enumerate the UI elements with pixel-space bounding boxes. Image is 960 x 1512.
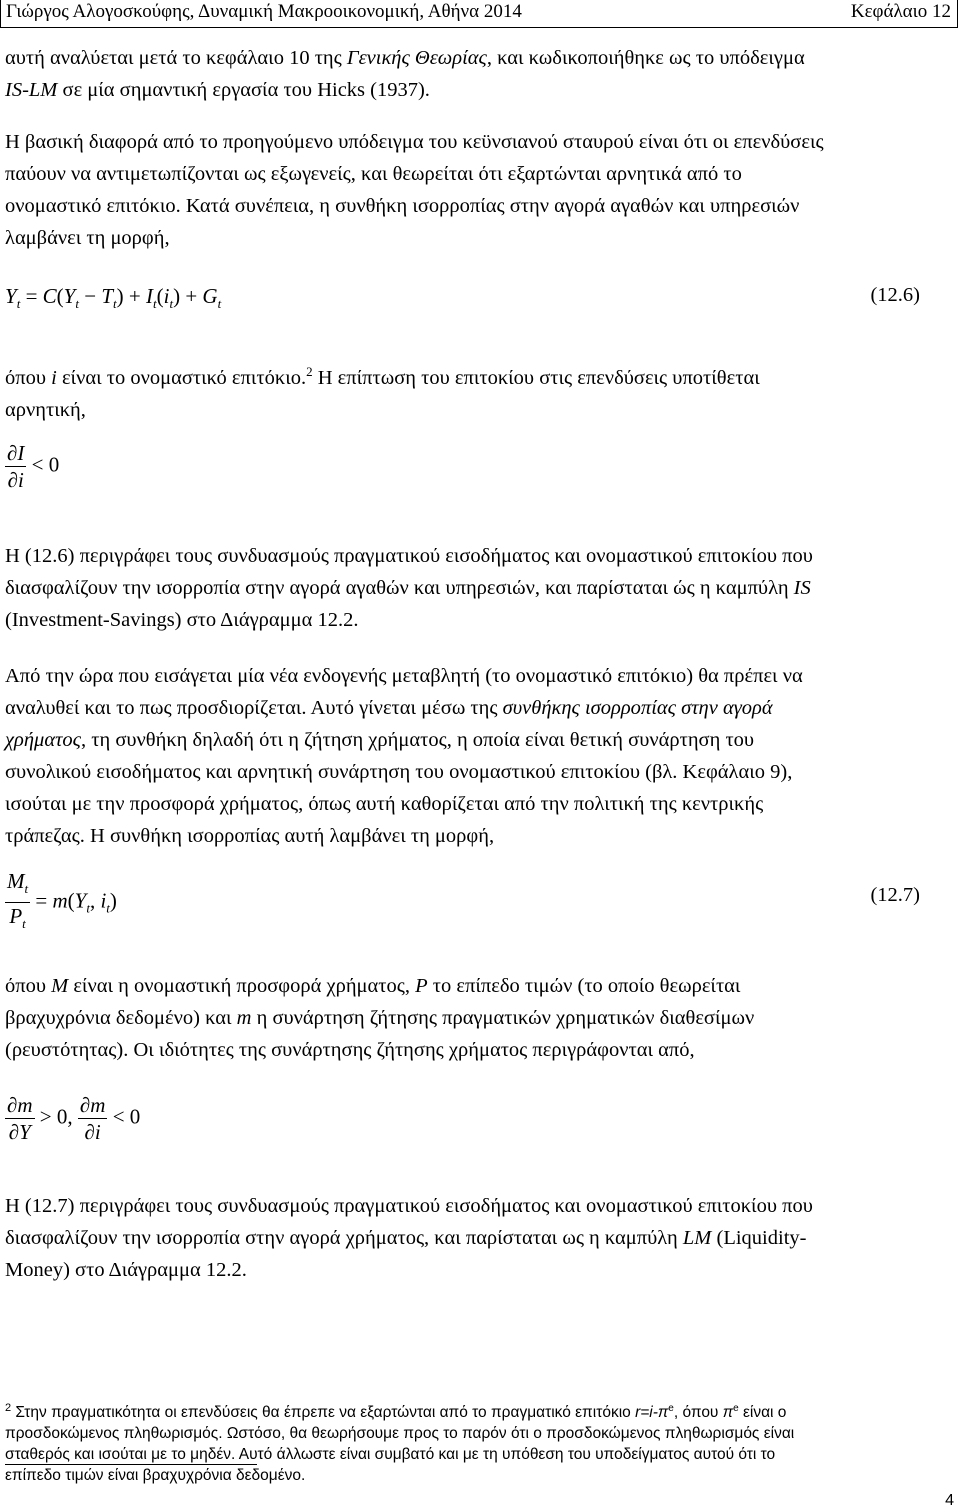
paragraph-5: Από την ώρα που εισάγεται μία νέα ενδογενής μεταβλητή (το ονομαστικό επιτόκιο) θα πρέπει να αναλυθεί και το πως προσδιορίζεται. Αυτό γίνεται μέσω της συνθήκης ισορροπίας στην αγορά χρήματος, τη συνθήκη δηλαδή ότι η ζήτηση χρήματος, η οποία είναι θετική συνάρτηση του συνολικού εισοδήματος και αρνητική συνάρτηση του ονομαστικού επιτοκίου (βλ. Κεφάλαιο 9), ισούται με την προσφορά χρήματος, όπως αυτή καθορίζεται από την πολιτική της κεντρικής τράπεζας. Η συνθήκη ισορροπίας αυτή λαμβάνει τη μορφή,: [5, 665, 803, 847]
header-chapter: Κεφάλαιο 12: [850, 1, 951, 22]
equation-number: (12.7): [870, 884, 920, 906]
equation-dm: $\frac{\partial m}{\partial Y}$ > 0, $\frac{\partial m}{\partial i}$ < 0: [7, 1093, 141, 1144]
paragraph-1: αυτή αναλύεται μετά το κεφάλαιο 10 της Γενικής Θεωρίας, και κωδικοποιήθηκε ως το υπόδειγμα IS-LM σε μία σημαντική εργασία του Hicks (1937).: [5, 47, 805, 101]
page-number: 4: [945, 1492, 954, 1509]
equation-12-7: $\frac{M_t}{P_t}$ = $m(Y_t$, $i_t$) (12.7): [7, 869, 920, 931]
paragraph-6: όπου M είναι η ονομαστική προσφορά χρήματος, P το επίπεδο τιμών (το οποίο θεωρείται βραχυχρόνια δεδομένο) και m η συνάρτηση ζήτησης πραγματικών χρηματικών διαθεσίμων (ρευστότητας). Οι ιδιότητες της συνάρτησης ζήτησης χρήματος περιγράφονται από,: [5, 975, 755, 1061]
equation-di-dI: $\frac{\partial I}{\partial i}$ < 0: [7, 441, 60, 492]
paragraph-7: Η (12.7) περιγράφει τους συνδυασμούς πραγματικού εισοδήματος και ονομαστικού επιτοκίου που διασφαλίζουν την ισορροπία στην αγορά χρήματος, και παρίσταται ως η καμπύλη LM (Liquidity- Money) στο Διάγραμμα 12.2.: [5, 1195, 813, 1281]
paragraph-3: όπου i είναι το ονομαστικό επιτόκιο.$^2$ Η επίπτωση του επιτοκίου στις επενδύσεις υποτίθεται αρνητική,: [5, 364, 760, 421]
equation-number: (12.6): [870, 284, 920, 306]
equation-12-6: $Y_t = C(Y_t - T_t) + I_t(i_t) + G_t$ (12.6): [5, 284, 920, 311]
paragraph-4: Η (12.6) περιγράφει τους συνδυασμούς πραγματικού εισοδήματος και ονομαστικού επιτοκίου που διασφαλίζουν την ισορροπία στην αγορά αγαθών και υπηρεσιών, και παρίσταται ώς η καμπύλη IS (Investment-Savings) στο Διάγραμμα 12.2.: [5, 545, 813, 631]
header-title: Γιώργος Αλογοσκούφης, Δυναμική Μακροοικονομική, Αθήνα 2014: [6, 1, 522, 22]
footnote: $^2$ Στην πραγματικότητα οι επενδύσεις θα έπρεπε να εξαρτώνται από το πραγματικό επιτόκιο $r=i-\pi^e$, όπου $\pi^e$ είναι ο προσδοκώμενος πληθωρισμός. Ωστόσο, θα θεωρήσουμε προς το παρόν ότι ο προσδοκώμενος πληθωρισμός είναι σταθερός και ισούται με το μηδέν. Αυτό άλλωστε είναι συμβατό και με τη υπόθεση του υποδείγματος αυτού ότι το επίπεδο τιμών είναι βραχυχρόνια δεδομένο.: [5, 1402, 795, 1485]
paragraph-2: Η βασική διαφορά από το προηγούμενο υπόδειγμα του κεϋνσιανού σταυρού είναι ότι οι επενδύσεις παύουν να αντιμετωπίζονται ως εξωγενείς, και θεωρείται ότι εξαρτώνται αρνητικά από το ονομαστικό επιτόκιο. Κατά συνέπεια, η συνθήκη ισορροπίας στην αγορά αγαθών και υπηρεσιών λαμβάνει τη μορφή,: [5, 131, 824, 249]
page-header: [0, 0, 958, 28]
